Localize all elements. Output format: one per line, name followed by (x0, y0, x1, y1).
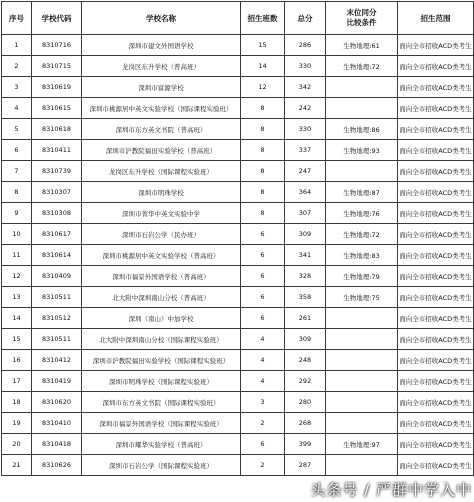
cell-classes: 8 (241, 98, 285, 119)
cell-range: 面向全市招收ACD类考生 (398, 413, 474, 434)
table-row (2, 119, 474, 140)
cell-range: 面向全市招收ACD类考生 (398, 140, 474, 161)
cell-code: 8310511 (32, 287, 82, 308)
cell-cond: 生物地理:72 (326, 224, 398, 245)
header-seq: 序号 (2, 2, 32, 35)
cell-range: 面向全市招收ACD类考生 (398, 308, 474, 329)
cell-code: 8310419 (32, 371, 82, 392)
cell-range: 面向全市招收ACD类考生 (398, 98, 474, 119)
cell-code: 8310618 (32, 119, 82, 140)
cell-classes: 8 (241, 182, 285, 203)
cell-code: 8310409 (32, 266, 82, 287)
cell-name: 深圳市沪教院福田实验学校（国际课程实验班） (82, 350, 241, 371)
table-row (2, 350, 474, 371)
cell-total: 287 (285, 455, 326, 476)
cell-range: 面向全市招收ACD类考生 (398, 455, 474, 476)
cell-classes: 2 (241, 455, 285, 476)
cell-range: 面向全市招收ACD类考生 (398, 182, 474, 203)
cell-seq: 19 (2, 413, 32, 434)
cell-cond (326, 77, 398, 98)
cell-cond: 生物地理:83 (326, 245, 398, 266)
cell-classes: 6 (241, 224, 285, 245)
cell-name: 深圳市桃源居中英文实验学校（国际课程实验班） (82, 98, 241, 119)
cell-seq: 15 (2, 329, 32, 350)
cell-name: 深圳市耀华实验学校（普高班） (82, 434, 241, 455)
header-condition-line1: 末位同分 (346, 8, 377, 17)
cell-classes: 6 (241, 434, 285, 455)
cell-code: 8310512 (32, 308, 82, 329)
cell-name: 深圳市沪教院福田实验学校（普高班） (82, 140, 241, 161)
cell-seq: 17 (2, 371, 32, 392)
cell-cond: 生物地理:75 (326, 287, 398, 308)
cell-code: 8310511 (32, 329, 82, 350)
table-row (2, 140, 474, 161)
cell-name: 深圳市石岩公学（民办班） (82, 224, 241, 245)
cell-range: 面向全市招收ACD类考生 (398, 434, 474, 455)
cell-total: 328 (285, 266, 326, 287)
cell-seq: 6 (2, 140, 32, 161)
cell-range: 面向全市招收ACD类考生 (398, 245, 474, 266)
cell-classes: 8 (241, 140, 285, 161)
cell-code: 8310715 (32, 56, 82, 77)
cell-total: 247 (285, 161, 326, 182)
cell-classes: 14 (241, 56, 285, 77)
table-body (2, 35, 474, 476)
cell-range: 面向全市招收ACD类考生 (398, 35, 474, 56)
cell-code: 8310619 (32, 77, 82, 98)
cell-range: 面向全市招收ACD类考生 (398, 203, 474, 224)
cell-seq: 10 (2, 224, 32, 245)
cell-code: 8310308 (32, 203, 82, 224)
header-total: 总分 (285, 2, 326, 35)
cell-cond: 生物地理:72 (326, 56, 398, 77)
cell-name: 深圳市东方英文书院（国际课程实验班） (82, 392, 241, 413)
table-row (2, 266, 474, 287)
cell-total: 309 (285, 224, 326, 245)
table-row (2, 287, 474, 308)
cell-classes: 8 (241, 119, 285, 140)
cell-total: 242 (285, 98, 326, 119)
cell-code: 8310307 (32, 182, 82, 203)
header-range: 招生范围 (398, 2, 474, 35)
cell-total: 358 (285, 287, 326, 308)
cell-name: 龙岗区东升学校（国际课程实验班） (82, 161, 241, 182)
cell-total: 286 (285, 35, 326, 56)
cell-classes: 6 (241, 308, 285, 329)
cell-code: 8310716 (32, 35, 82, 56)
cell-range: 面向全市招收ACD类考生 (398, 56, 474, 77)
cell-cond (326, 392, 398, 413)
cell-total: 248 (285, 350, 326, 371)
cell-name: 深圳市桃源居中英文实验学校（普高班） (82, 245, 241, 266)
cell-cond: 生物地理:61 (326, 35, 398, 56)
header-classes: 招生班数 (241, 2, 285, 35)
cell-seq: 1 (2, 35, 32, 56)
cell-range: 面向全市招收ACD类考生 (398, 287, 474, 308)
cell-classes: 6 (241, 245, 285, 266)
cell-cond (326, 308, 398, 329)
cell-classes: 2 (241, 413, 285, 434)
cell-code: 8310626 (32, 455, 82, 476)
header-row (2, 2, 474, 35)
cell-total: 342 (285, 77, 326, 98)
cell-classes: 12 (241, 77, 285, 98)
cell-classes: 4 (241, 329, 285, 350)
cell-code: 8310412 (32, 350, 82, 371)
cell-code: 8310615 (32, 98, 82, 119)
cell-seq: 9 (2, 203, 32, 224)
cell-classes: 6 (241, 266, 285, 287)
cell-range: 面向全市招收ACD类考生 (398, 77, 474, 98)
cell-total: 292 (285, 371, 326, 392)
cell-seq: 18 (2, 392, 32, 413)
cell-total: 330 (285, 56, 326, 77)
cell-seq: 14 (2, 308, 32, 329)
cell-classes: 3 (241, 392, 285, 413)
cell-seq: 11 (2, 245, 32, 266)
cell-cond: 生物地理:76 (326, 203, 398, 224)
cell-range: 面向全市招收ACD类考生 (398, 119, 474, 140)
cell-total: 309 (285, 329, 326, 350)
cell-cond (326, 371, 398, 392)
cell-seq: 20 (2, 434, 32, 455)
cell-code: 8310739 (32, 161, 82, 182)
table-row (2, 329, 474, 350)
header-code: 学校代码 (32, 2, 82, 35)
cell-code: 8310411 (32, 140, 82, 161)
cell-seq: 16 (2, 350, 32, 371)
cell-code: 8310410 (32, 413, 82, 434)
cell-range: 面向全市招收ACD类考生 (398, 329, 474, 350)
cell-name: 深圳（南山）中加学校 (82, 308, 241, 329)
cell-code: 8310418 (32, 434, 82, 455)
cell-cond: 生物地理:87 (326, 182, 398, 203)
cell-total: 330 (285, 119, 326, 140)
cell-code: 8310614 (32, 245, 82, 266)
table-row (2, 203, 474, 224)
admission-table (1, 1, 474, 476)
table-row (2, 434, 474, 455)
cell-range: 面向全市招收ACD类考生 (398, 350, 474, 371)
table-row (2, 35, 474, 56)
cell-name: 深圳市东方英文书院（普高班） (82, 119, 241, 140)
cell-seq: 8 (2, 182, 32, 203)
cell-name: 深圳市明珠学校（国际课程实验班） (82, 371, 241, 392)
cell-cond (326, 413, 398, 434)
cell-classes: 6 (241, 287, 285, 308)
cell-total: 364 (285, 182, 326, 203)
cell-code: 8310620 (32, 392, 82, 413)
cell-total: 341 (285, 245, 326, 266)
cell-classes: 8 (241, 203, 285, 224)
cell-cond (326, 329, 398, 350)
header-condition (326, 2, 398, 35)
cell-range: 面向全市招收ACD类考生 (398, 266, 474, 287)
header-condition-line2: 比较条件 (346, 18, 377, 27)
cell-name: 深圳市石岩公学（国际课程实验班） (82, 455, 241, 476)
cell-classes: 4 (241, 350, 285, 371)
cell-seq: 3 (2, 77, 32, 98)
watermark: 头条号 / 严群中学入中 (310, 481, 472, 499)
table-row (2, 182, 474, 203)
cell-name: 北大附中深圳南山分校（普高班） (82, 287, 241, 308)
cell-seq: 21 (2, 455, 32, 476)
cell-total: 307 (285, 203, 326, 224)
cell-cond (326, 161, 398, 182)
cell-cond: 生物地理:97 (326, 434, 398, 455)
cell-name: 龙岗区东升学校（普高班） (82, 56, 241, 77)
cell-classes: 8 (241, 161, 285, 182)
cell-name: 深圳市建文外国语学校 (82, 35, 241, 56)
cell-classes: 4 (241, 371, 285, 392)
cell-cond: 生物地理:79 (326, 266, 398, 287)
cell-seq: 4 (2, 98, 32, 119)
table-row (2, 245, 474, 266)
table-row (2, 371, 474, 392)
cell-total: 280 (285, 392, 326, 413)
table-row (2, 77, 474, 98)
cell-cond: 生物地理:86 (326, 119, 398, 140)
table-row (2, 413, 474, 434)
table-row (2, 98, 474, 119)
cell-cond (326, 98, 398, 119)
header-name: 学校名称 (82, 2, 241, 35)
table-row (2, 308, 474, 329)
table-row (2, 161, 474, 182)
cell-seq: 5 (2, 119, 32, 140)
cell-range: 面向全市招收ACD类考生 (398, 161, 474, 182)
cell-name: 深圳市菁华中英文实验中学 (82, 203, 241, 224)
cell-total: 261 (285, 308, 326, 329)
cell-classes: 15 (241, 35, 285, 56)
cell-seq: 2 (2, 56, 32, 77)
cell-range: 面向全市招收ACD类考生 (398, 224, 474, 245)
table-row (2, 455, 474, 476)
cell-name: 深圳市福景外国语学校（普高班） (82, 266, 241, 287)
cell-range: 面向全市招收ACD类考生 (398, 392, 474, 413)
cell-name: 北大附中深圳南山分校（国际课程实验班） (82, 329, 241, 350)
cell-cond: 生物地理:93 (326, 140, 398, 161)
table-row (2, 56, 474, 77)
cell-range: 面向全市招收ACD类考生 (398, 371, 474, 392)
cell-total: 268 (285, 413, 326, 434)
cell-name: 深圳市福景外国语学校（国际课程实验班） (82, 413, 241, 434)
cell-cond (326, 455, 398, 476)
cell-name: 深圳市富源学校 (82, 77, 241, 98)
table-row (2, 392, 474, 413)
cell-total: 337 (285, 140, 326, 161)
cell-seq: 13 (2, 287, 32, 308)
cell-code: 8310617 (32, 224, 82, 245)
cell-seq: 7 (2, 161, 32, 182)
cell-total: 399 (285, 434, 326, 455)
cell-name: 深圳市明珠学校 (82, 182, 241, 203)
cell-cond (326, 350, 398, 371)
cell-seq: 12 (2, 266, 32, 287)
table-row (2, 224, 474, 245)
